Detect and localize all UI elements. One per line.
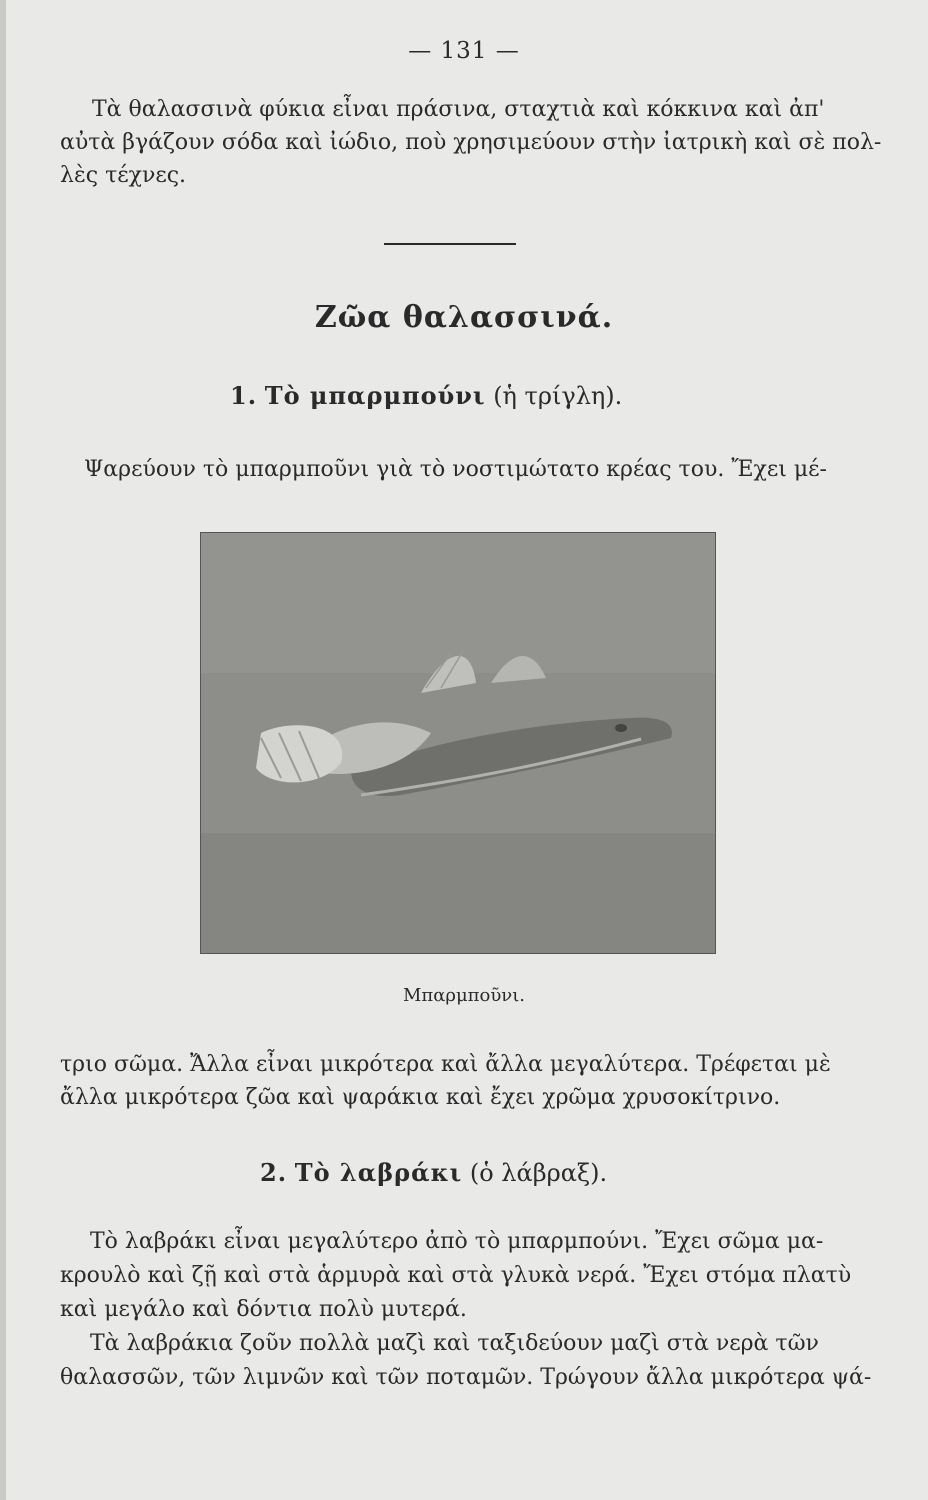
section-title: Ζῶα θαλασσινά.: [314, 300, 614, 335]
item1-title: Τὸ μπαρμπούνι: [264, 381, 486, 410]
figure-caption: Μπαρμποῦνι.: [402, 985, 526, 1006]
intro-line-3: λὲς τέχνες.: [60, 163, 187, 188]
item2-subtitle: (ὁ λάβραξ).: [469, 1159, 608, 1187]
section-divider: [384, 243, 516, 245]
item2-line-1: Τὸ λαβράκι εἶναι μεγαλύτερο ἀπὸ τὸ μπαρμπούνι. Ἔχει σῶμα μα-: [90, 1229, 824, 1254]
item2-line-4: Τὰ λαβράκια ζοῦν πολλὰ μαζὶ καὶ ταξιδεύουν μαζὶ στὰ νερὰ τῶν: [90, 1331, 819, 1356]
item2-line-5: θαλασσῶν, τῶν λιμνῶν καὶ τῶν ποταμῶν. Τρώγουν ἄλλα μικρότερα ψά-: [60, 1365, 872, 1390]
item1-line-after-2: ἄλλα μικρότερα ζῶα καὶ ψαράκια καὶ ἔχει χρῶμα χρυσοκίτρινο.: [60, 1085, 781, 1110]
item1-heading: [230, 381, 622, 410]
item2-line-3: καὶ μεγάλο καὶ δόντια πολὺ μυτερά.: [60, 1297, 467, 1322]
item2-line-2: κρουλὸ καὶ ζῇ καὶ στὰ ἁρμυρὰ καὶ στὰ γλυκὰ νερά. Ἔχει στόμα πλατὺ: [60, 1263, 852, 1288]
item2-number: 2.: [260, 1158, 288, 1187]
item1-number: 1.: [230, 381, 258, 410]
intro-line-2: αὐτὰ βγάζουν σόδα καὶ ἰώδιο, ποὺ χρησιμεύουν στὴν ἰατρικὴ καὶ σὲ πολ-: [60, 130, 882, 155]
page-number: — 131 —: [408, 38, 520, 64]
item2-heading: [260, 1158, 607, 1187]
item2-title: Τὸ λαβράκι: [294, 1158, 463, 1187]
item1-line-before-figure: Ψαρεύουν τὸ μπαρμποῦνι γιὰ τὸ νοστιμώτατο κρέας του. Ἔχει μέ-: [84, 457, 827, 482]
intro-line-1: Τὰ θαλασσινὰ φύκια εἶναι πράσινα, σταχτιὰ καὶ κόκκινα καὶ ἀπ': [92, 97, 825, 122]
item1-line-after-1: τριο σῶμα. Ἄλλα εἶναι μικρότερα καὶ ἄλλα μεγαλύτερα. Τρέφεται μὲ: [60, 1052, 831, 1077]
red-mullet-fish-illustration-icon: [200, 532, 716, 954]
item1-subtitle: (ἡ τρίγλη).: [493, 382, 623, 410]
page-edge: [0, 0, 6, 1500]
